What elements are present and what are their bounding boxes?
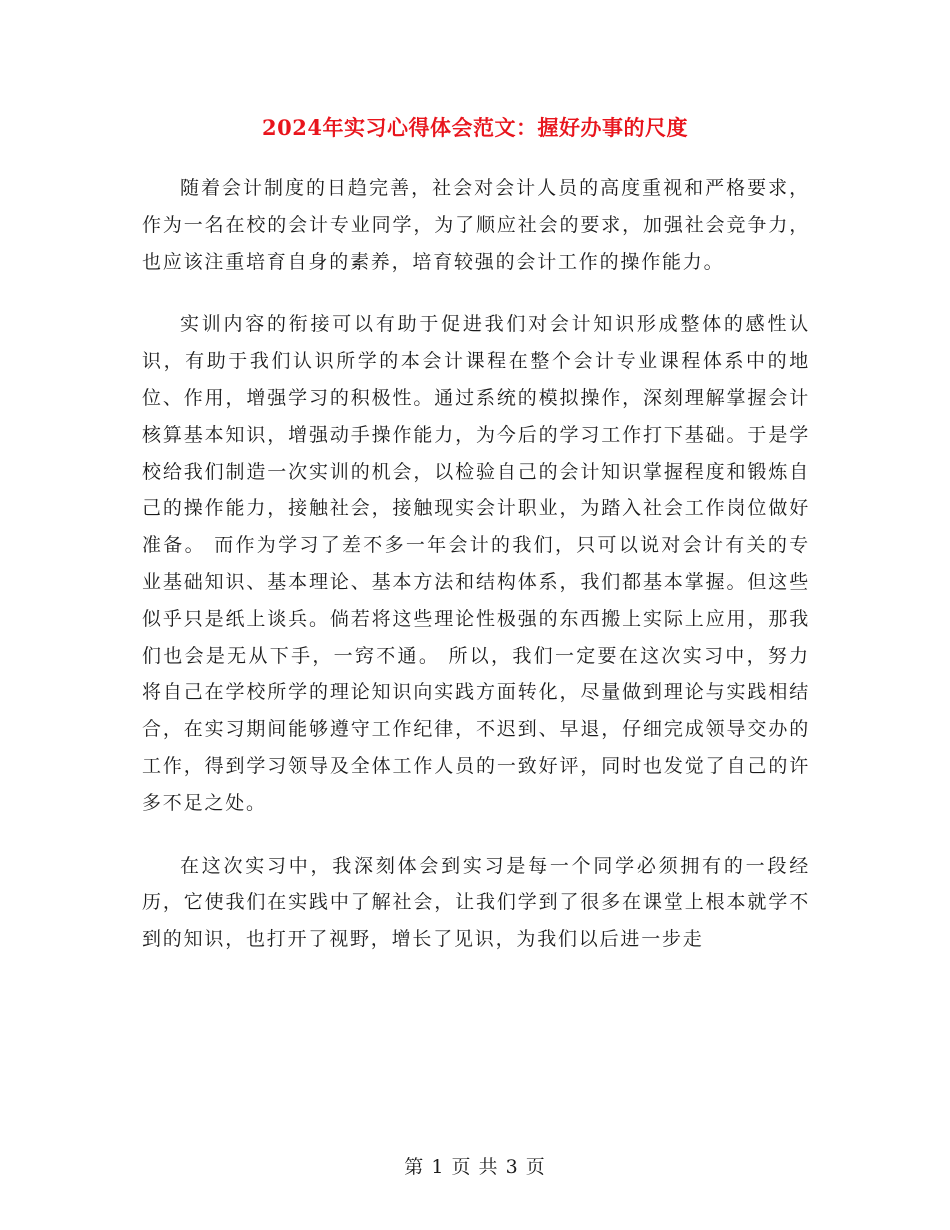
document-title: 2024年实习心得体会范文：握好办事的尺度 [262,115,688,140]
document-body [142,170,810,984]
current-page-number: 1 [431,1156,445,1178]
total-pages-number: 3 [505,1156,519,1178]
paragraph-2: 实训内容的衔接可以有助于促进我们对会计知识形成整体的感性认识，有助于我们认识所学的本会计课程在整个会计专业课程体系中的地位、作用，增强学习的积极性。通过系统的模拟操作，深刻理解掌握会计核算基本知识，增强动手操作能力，为今后的学习工作打下基础。于是学校给我们制造一次实训的机会，以检验自己的会计知识掌握程度和锻炼自己的操作能力，接触社会，接触现实会计职业，为踏入社会工作岗位做好准备。 而作为学习了差不多一年会计的我们，只可以说对会计有关的专业基础知识、基本理论、基本方法和结构体系，我们都基本掌握。但这些似乎只是纸上谈兵。倘若将这些理论性极强的东西搬上实际上应用，那我们也会是无从下手，一窍不通。 所以，我们一定要在这次实习中，努力将自己在学校所学的理论知识向实践方面转化，尽量做到理论与实践相结合，在实习期间能够遵守工作纪律，不迟到、早退，仔细完成领导交办的工作，得到学习领导及全体工作人员的一致好评，同时也发觉了自己的许多不足之处。 [142,313,810,814]
page-label-suffix: 页 [525,1156,546,1178]
page-label-mid: 页 共 [451,1156,499,1178]
paragraph-1: 随着会计制度的日趋完善，社会对会计人员的高度重视和严格要求，作为一名在校的会计专业同学，为了顺应社会的要求，加强社会竞争力，也应该注重培育自身的素养，培育较强的会计工作的操作能力。 [142,177,810,273]
paragraph-3: 在这次实习中，我深刻体会到实习是每一个同学必须拥有的一段经历，它使我们在实践中了解社会，让我们学到了很多在课堂上根本就学不到的知识，也打开了视野，增长了见识，为我们以后进一步走 [142,854,810,951]
page-footer [0,1152,950,1179]
page-label-prefix: 第 [404,1156,425,1178]
